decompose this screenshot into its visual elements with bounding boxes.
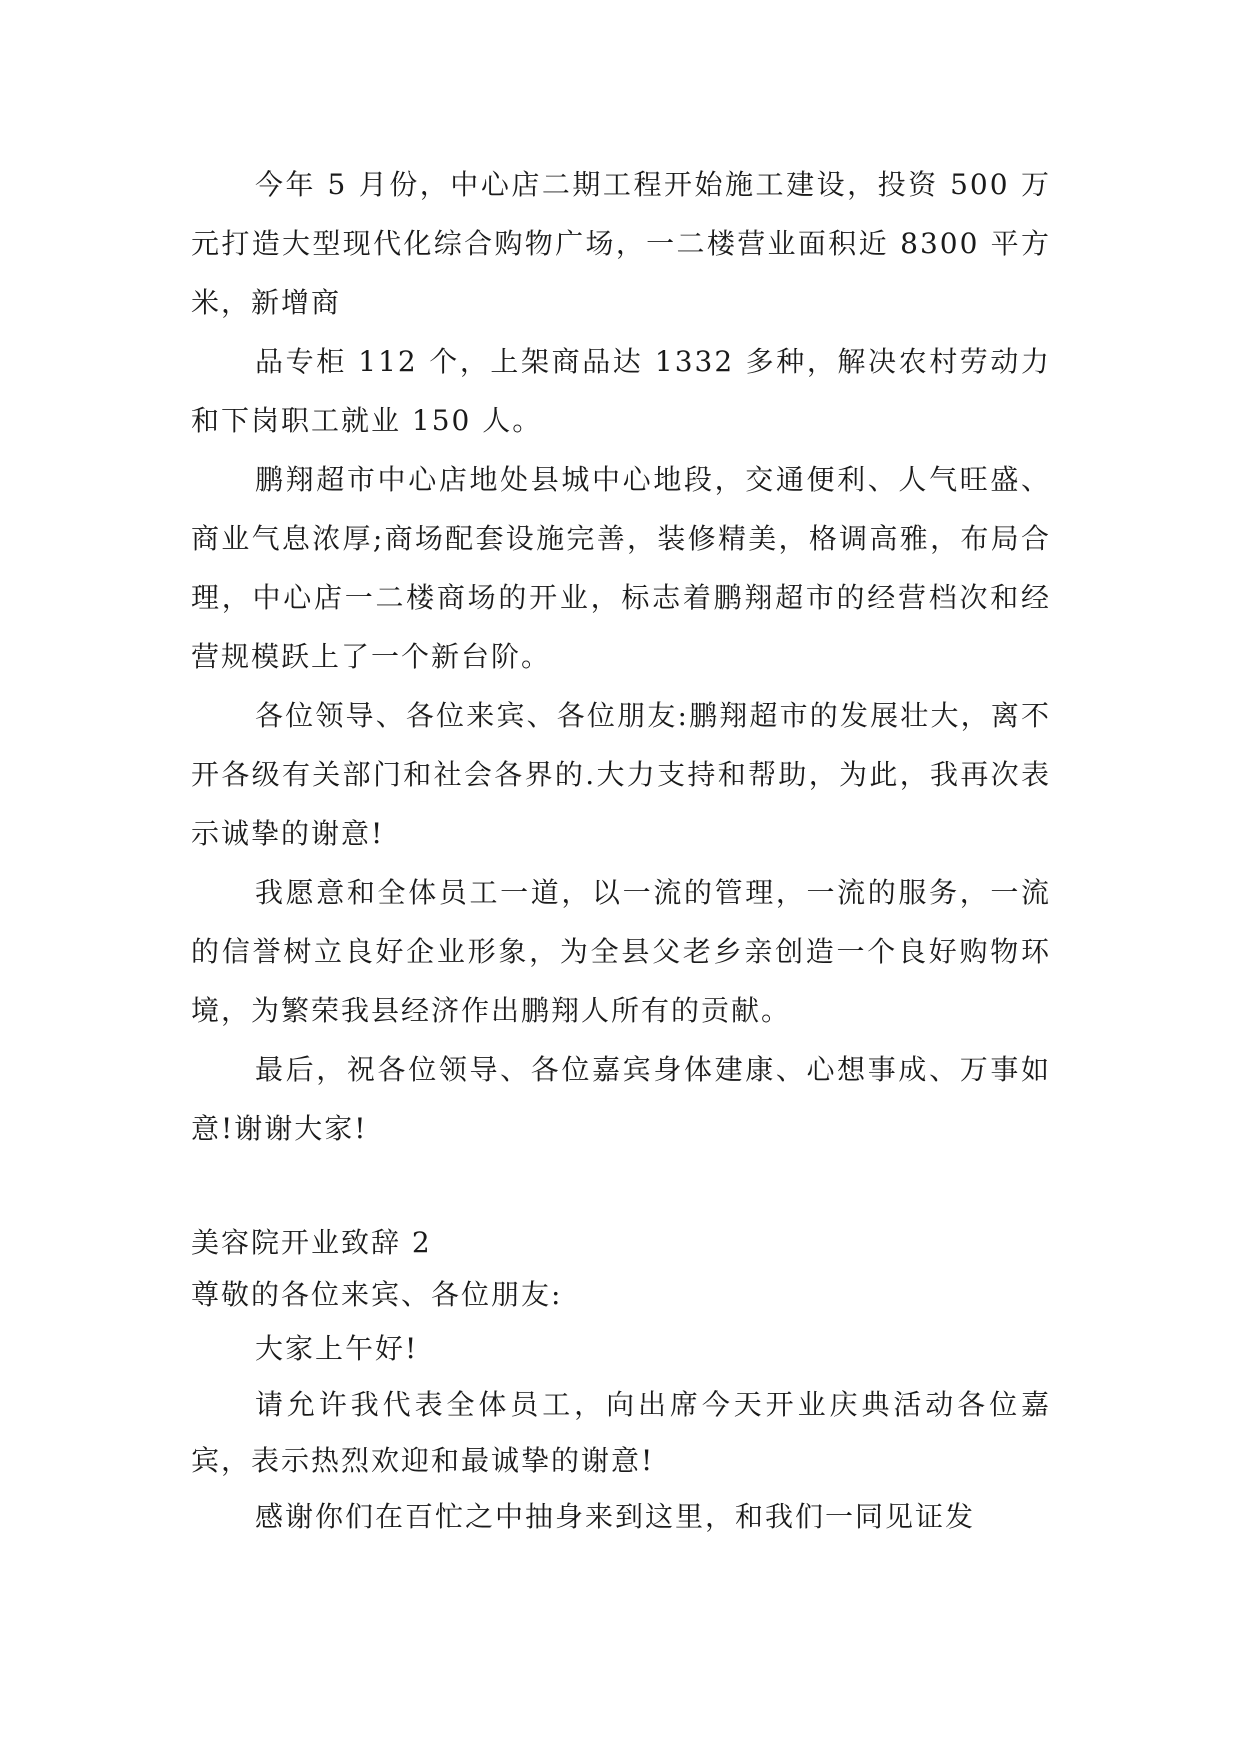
paragraph-gratitude: 感谢你们在百忙之中抽身来到这里，和我们一同见证发 [255,1500,976,1533]
paragraph-greeting: 大家上午好! [255,1332,419,1365]
salutation: 尊敬的各位来宾、各位朋友: [191,1278,563,1311]
paragraph-closing: 最后，祝各位领导、各位嘉宾身体建康、心想事成、万事如意!谢谢大家! [191,1053,1051,1145]
paragraph-location: 鹏翔超市中心店地处县城中心地段，交通便利、人气旺盛、商业气息浓厚;商场配套设施完善，装修精美，格调高雅，布局合理，中心店一二楼商场的开业，标志着鹏翔超市的经营档次和经营规模跃上了一个新台阶。 [191,463,1051,673]
paragraph-intro: 今年 5 月份，中心店二期工程开始施工建设，投资 500 万元打造大型现代化综合购物广场，一二楼营业面积近 8300 平方米，新增商 [191,168,1051,319]
section-spacer [191,1158,1051,1217]
document-body [191,155,1051,1545]
paragraph-welcome: 请允许我代表全体员工，向出席今天开业庆典活动各位嘉宾，表示热烈欢迎和最诚挚的谢意! [191,1388,1051,1477]
paragraph-counters: 品专柜 112 个，上架商品达 1332 多种，解决农村劳动力和下岗职工就业 150 人。 [191,345,1051,437]
paragraph-commitment: 我愿意和全体员工一道，以一流的管理，一流的服务，一流的信誉树立良好企业形象，为全县父老乡亲创造一个良好购物环境，为繁荣我县经济作出鹏翔人所有的贡献。 [191,876,1051,1027]
paragraph-thanks: 各位领导、各位来宾、各位朋友:鹏翔超市的发展壮大，离不开各级有关部门和社会各界的.大力支持和帮助，为此，我再次表示诚挚的谢意! [191,699,1051,850]
section-title: 美容院开业致辞 2 [191,1226,432,1259]
